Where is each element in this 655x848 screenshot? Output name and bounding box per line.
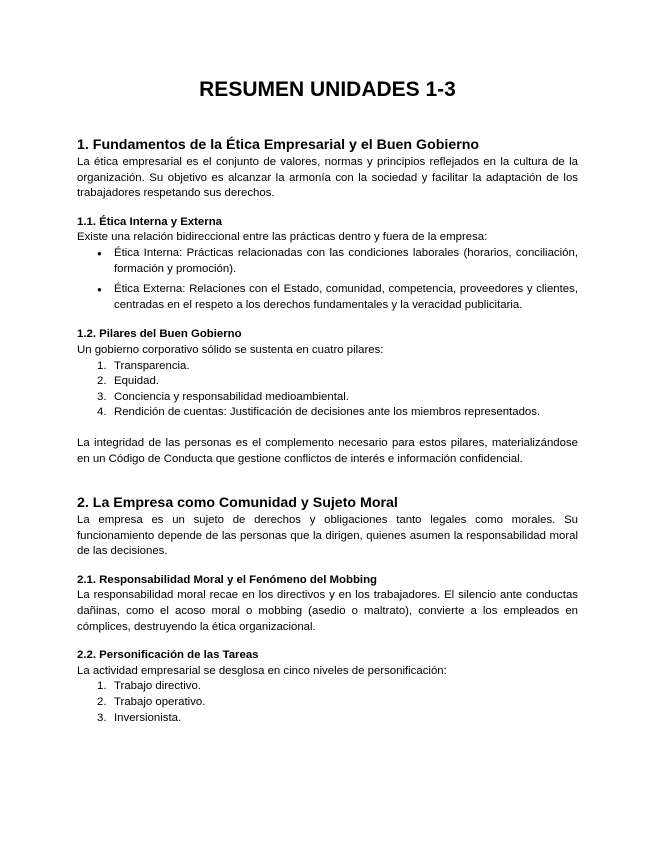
document-title: RESUMEN UNIDADES 1-3 [199, 78, 456, 101]
subsection-1-1-heading: 1.1. Ética Interna y Externa [77, 215, 222, 228]
list-item: 1. Transparencia. [97, 359, 190, 372]
subsection-2-2-heading: 2.2. Personificación de las Tareas [77, 649, 259, 662]
bullet-item-internal: ● Ética Interna: Prácticas relacionadas con las condiciones laborales (horarios, conciliación, formación y promoción). [77, 246, 578, 277]
list-item: 4. Rendición de cuentas: Justificación de decisiones ante los miembros representados. [97, 406, 541, 419]
subsection-2-1-heading: 2.1. Responsabilidad Moral y el Fenómeno del Mobbing [77, 573, 377, 586]
subsection-1-2-closing: La integridad de las personas es el complemento necesario para estos pilares, materializándose en un Código de Conducta que gestione conflictos de interés e información confidencial. [77, 436, 578, 465]
section-1-heading: 1. Fundamentos de la Ética Empresarial y el Buen Gobierno [77, 137, 480, 153]
document-content [77, 136, 578, 726]
subsection-1-1-intro: Existe una relación bidireccional entre las prácticas dentro y fuera de la empresa: [77, 231, 488, 244]
list-item: 3. Conciencia y responsabilidad medioambiental. [97, 390, 349, 403]
list-item: 2. Equidad. [97, 375, 159, 388]
pillars-list [77, 359, 578, 421]
section-2-body: La empresa es un sujeto de derechos y obligaciones tanto legales como morales. Su funcionamiento depende de las personas que la dirigen, quienes asumen la responsabilidad moral de las decisiones. [77, 514, 578, 558]
section-2-heading: 2. La Empresa como Comunidad y Sujeto Moral [77, 495, 398, 512]
subsection-1-2-heading: 1.2. Pilares del Buen Gobierno [77, 328, 242, 341]
subsection-1-2-intro: Un gobierno corporativo sólido se sustenta en cuatro pilares: [77, 343, 384, 356]
bullet-item-external: ● Ética Externa: Relaciones con el Estado, comunidad, competencia, proveedores y clientes, centradas en el respeto a los derechos fundamentales y la veracidad publicitaria. [77, 282, 578, 313]
list-item: 2. Trabajo operativo. [97, 696, 206, 709]
subsection-2-1-body: La responsabilidad moral recae en los directivos y en los trabajadores. El silencio ante conductas dañinas, como el acoso moral o mobbing (asedio o maltrato), convierte a los empleados en cómplices, destruyendo la ética organizacional. [77, 589, 578, 633]
list-item: 3. Inversionista. [97, 711, 182, 724]
section-1-body: La ética empresarial es el conjunto de valores, normas y principios reflejados en la cultura de la organización. Su objetivo es alcanzar la armonía con la sociedad y facilitar la adaptación de los trabajadores respetando sus derechos. [77, 156, 578, 200]
subsection-2-2-intro: La actividad empresarial se desglosa en cinco niveles de personificación: [77, 664, 447, 677]
ethics-bullet-list [77, 246, 578, 313]
list-item: 1. Trabajo directivo. [97, 680, 201, 693]
task-levels-list [77, 679, 578, 726]
